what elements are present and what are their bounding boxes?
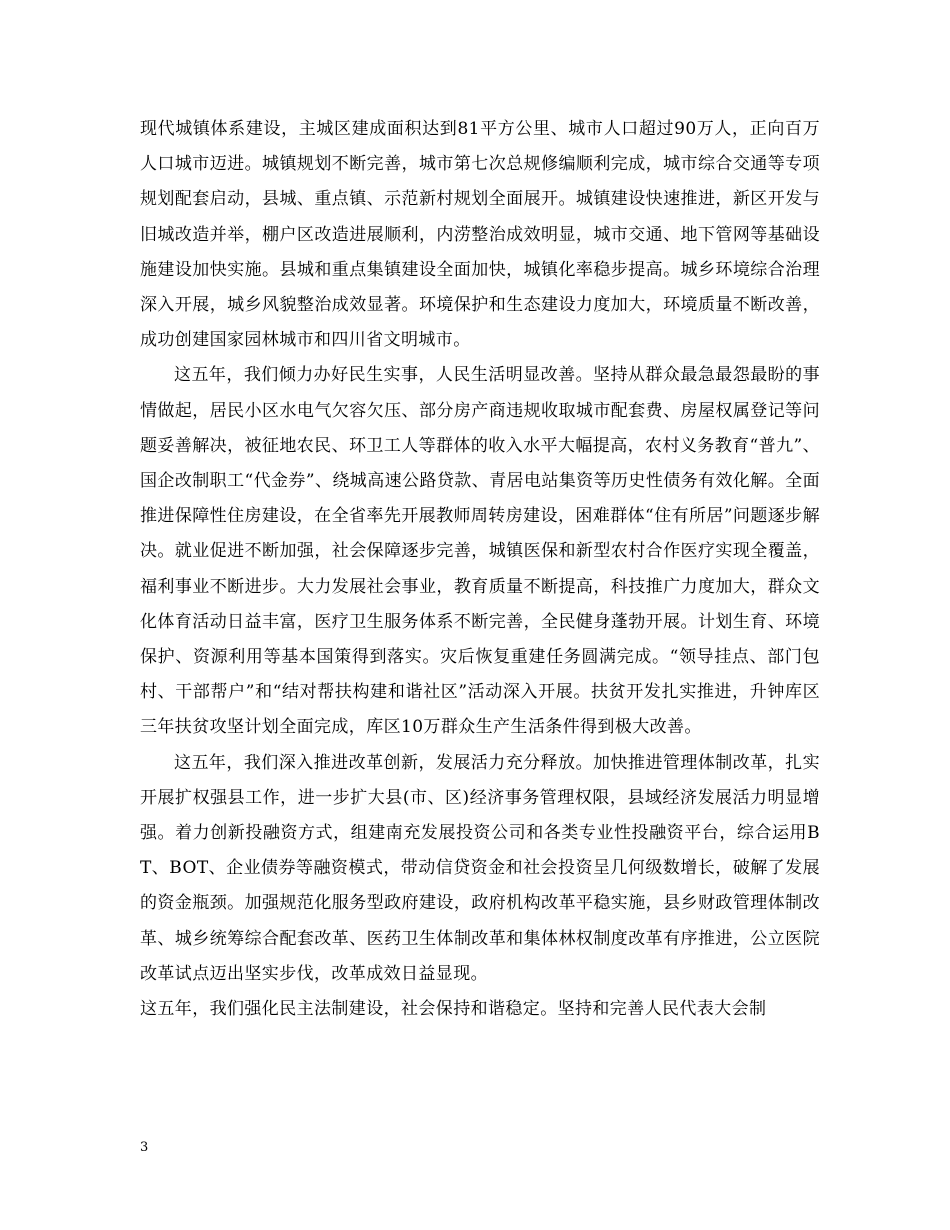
paragraph-livelihood: 这五年，我们倾力办好民生实事，人民生活明显改善。坚持从群众最急最怨最盼的事情做起，居民小区水电气欠容欠压、部分房产商违规收取城市配套费、房屋权属登记等问题妥善解决，被征地农民、环卫工人等群体的收入水平大幅提高，农村义务教育“普九”、国企改制职工“代金券”、绕城高速公路贷款、青居电站集资等历史性债务有效化解。全面推进保障性住房建设，在全省率先开展教师周转房建设，困难群体“住有所居”问题逐步解决。就业促进不断加强，社会保障逐步完善，城镇医保和新型农村合作医疗实现全覆盖，福利事业不断进步。大力发展社会事业，教育质量不断提高，科技推广力度加大，群众文化体育活动日益丰富，医疗卫生服务体系不断完善，全民健身蓬勃开展。计划生育、环境保护、资源利用等基本国策得到落实。灾后恢复重建任务圆满完成。“领导挂点、部门包村、干部帮户”和“结对帮扶构建和谐社区”活动深入开展。扶贫开发扎实推进，升钟库区三年扶贫攻坚计划全面完成，库区10万群众生产生活条件得到极大改善。	[140, 365, 820, 738]
paragraph-reform: 这五年，我们深入推进改革创新，发展活力充分释放。加快推进管理体制改革，扎实开展扩权强县工作，进一步扩大县(市、区)经济事务管理权限，县域经济发展活力明显增强。着力创新投融资方式，组建南充发展投资公司和各类专业性投融资平台，综合运用BT、BOT、企业债券等融资模式，带动信贷资金和社会投资呈几何级数增长，破解了发展的资金瓶颈。加强规范化服务型政府建设，政府机构改革平稳实施，县乡财政管理体制改革、城乡统筹综合配套改革、医药卫生体制改革和集体林权制度改革有序推进，公立医院改革试点迈出坚实步伐，改革成效日益显现。	[140, 752, 820, 984]
paragraph-urbanization: 现代城镇体系建设，主城区建成面积达到81平方公里、城市人口超过90万人，正向百万人口城市迈进。城镇规划不断完善，城市第七次总规修编顺利完成，城市综合交通等专项规划配套启动，县城、重点镇、示范新村规划全面展开。城镇建设快速推进，新区开发与旧城改造并举，棚户区改造进展顺利，内涝整治成效明显，城市交通、地下管网等基础设施建设加快实施。县城和重点集镇建设全面加快，城镇化率稳步提高。城乡环境综合治理深入开展，城乡风貌整治成效显著。环境保护和生态建设力度加大，环境质量不断改善，成功创建国家园林城市和四川省文明城市。	[140, 119, 820, 351]
page-number: 3	[140, 1140, 149, 1155]
paragraph-democracy: 这五年，我们强化民主法制建设，社会保持和谐稳定。坚持和完善人民代表大会制	[140, 999, 767, 1020]
body-text	[140, 112, 820, 1027]
